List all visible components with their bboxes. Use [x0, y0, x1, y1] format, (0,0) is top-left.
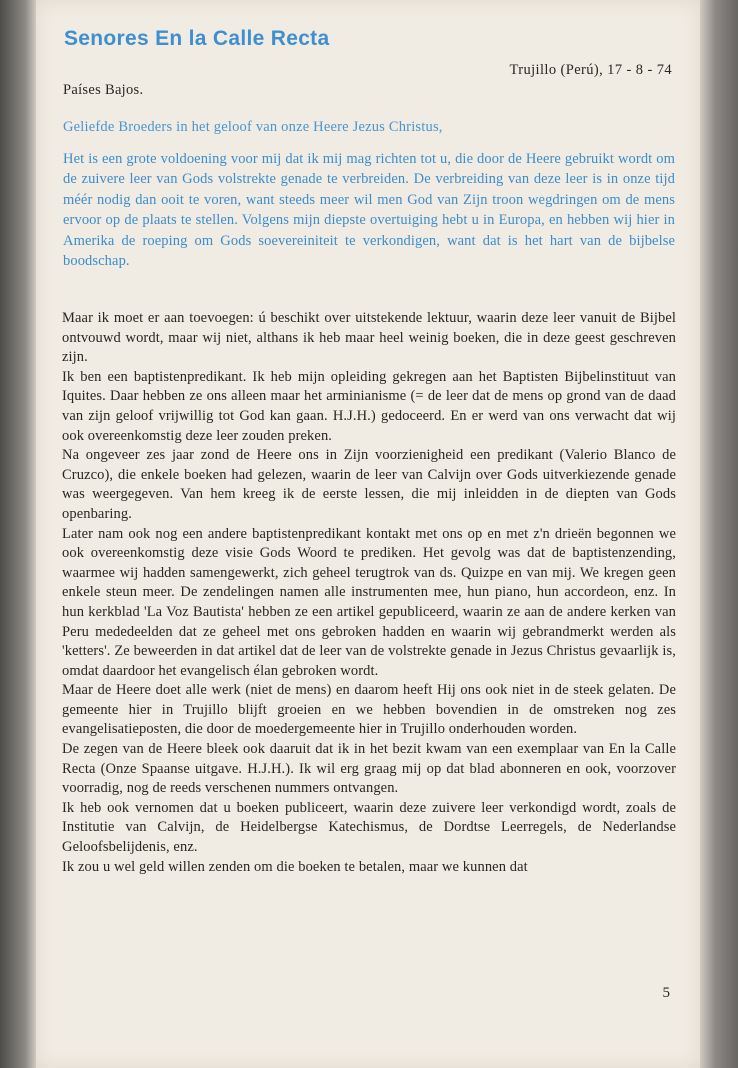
letter-salutation: Geliefde Broeders in het geloof van onze Heere Jezus Christus, [63, 119, 443, 135]
letter-body [62, 309, 676, 877]
body-paragraph: Ik ben een baptistenpredikant. Ik heb mijn opleiding gekregen aan het Baptisten Bijbelinstituut van Iquites. Daar hebben ze ons alleen maar het arminianisme (= de leer dat de mens op grond van de daad van zijn geloof vrijwillig tot God kan gaan. H.J.H.) gedoceerd. En er werd van ons verwacht dat wij ook overeenkomstig deze leer zouden preken. [62, 368, 676, 444]
body-paragraph: Na ongeveer zes jaar zond de Heere ons in Zijn voorzienigheid een predikant (Valerio Blanco de Cruzco), die enkele boeken had gelezen, waarin de leer van Calvijn over Gods uitverkiezende genade was weergegeven. Van hem kreeg ik de eerste lessen, die mij inleidden in de diepten van Gods openbaring. [62, 447, 676, 522]
letter-dateline: Trujillo (Perú), 17 - 8 - 74 [509, 62, 672, 78]
body-paragraph: De zegen van de Heere bleek ook daaruit dat ik in het bezit kwam van een exemplaar van En la Calle Recta (Onze Spaanse uitgave. H.J.H.). Ik wil erg graag mij op dat blad abonneren en ook, voorzover voorradig, nog de reeds verschenen nummers ontvangen. [62, 741, 676, 797]
body-paragraph: Maar de Heere doet alle werk (niet de mens) en daarom heeft Hij ons ook niet in de steek gelaten. De gemeente hier in Trujillo blijft groeien en we hebben bovendien in de omstreken nog zes evangelisatieposten, die door de moedergemeente hier in Trujillo onderhouden worden. [62, 682, 676, 738]
page-number: 5 [662, 985, 670, 1001]
page-title: Senores En la Calle Recta [64, 27, 330, 50]
body-paragraph: Maar ik moet er aan toevoegen: ú beschikt over uitstekende lektuur, waarin deze leer vanuit de Bijbel ontvouwd wordt, maar wij niet, althans ik heb maar heel weinig boeken, die in deze geest geschreven zijn. [62, 310, 676, 366]
body-paragraph: Ik zou u wel geld willen zenden om die boeken te betalen, maar we kunnen dat [62, 858, 528, 875]
body-paragraph: Ik heb ook vernomen dat u boeken publiceert, waarin deze zuivere leer verkondigd wordt, zoals de Institutie van Calvijn, de Heidelbergse Katechismus, de Dordtse Leerregels, de Nederlandse Geloofsbelijdenis, enz. [62, 799, 676, 856]
body-paragraph: Later nam ook nog een andere baptistenpredikant kontakt met ons op en met z'n drieën begonnen we ook overeenkomstig deze visie Gods Woord te prediken. Het gevolg was dat de baptistenzending, waarmee wij hadden samengewerkt, zich geheel terugtrok van ds. Quizpe en van mij. We kregen geen enkele steun meer. De zendelingen namen alle instrumenten mee, hun piano, hun accordeon, enz. In hun kerkblad 'La Voz Bautista' hebben ze een artikel gepubliceerd, waarin ze aan de andere kerken van Peru mededeelden dat ze geheel met ons gebroken hadden en waarin wij gebrandmerkt werden als 'ketters'. Ze beweerden in dat artikel dat de leer van de volstrekte genade in Jezus Christus gevaarlijk is, omdat daardoor het evangelisch élan gebroken wordt. [62, 525, 676, 679]
page-edge-shadow [700, 0, 738, 1068]
book-spine-shadow [0, 0, 36, 1068]
letter-intro-paragraph: Het is een grote voldoening voor mij dat ik mij mag richten tot u, die door de Heere gebruikt wordt om de zuivere leer van Gods volstrekte genade te verbreiden. De verbreiding van deze leer is in onze tijd méér nodig dan ooit te voren, want steeds meer wil men God van Zijn troon wegdringen om de mens ervoor op de plaats te stellen. Volgens mijn diepste overtuiging hebt u in Europa, en hebben wij hier in Amerika de roeping om Gods soevereiniteit te verkondigen, want dat is het hart van de bijbelse boodschap. [63, 151, 675, 270]
letter-recipient-country: Países Bajos. [63, 82, 144, 98]
document-page [36, 0, 700, 1068]
